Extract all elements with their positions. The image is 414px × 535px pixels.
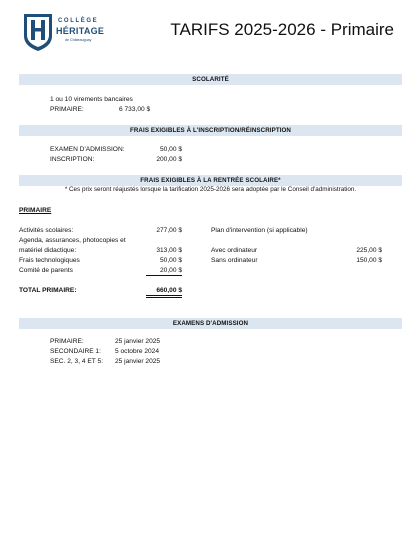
item-value-activites: 277,00 $: [156, 227, 182, 234]
exam-date-sec2to5: 25 janvier 2025: [115, 358, 161, 365]
section-header-scolarite: SCOLARITÉ: [19, 74, 402, 85]
plan-value-sans: 150,00 $: [356, 257, 382, 264]
plan-value-avec: 225,00 $: [356, 247, 382, 254]
price-adjustment-note: * Ces prix seront réajustés lorsque la tarification 2025-2026 sera adoptée par le Conseil d'administration.: [64, 186, 357, 193]
exam-label-primaire: PRIMAIRE:: [50, 338, 84, 345]
total-value: 660,00 $: [156, 287, 182, 294]
scolarite-primaire-label: PRIMAIRE:: [50, 106, 84, 113]
total-underline-1: [146, 295, 182, 296]
exam-date-primaire: 25 janvier 2025: [115, 338, 161, 345]
page-title: TARIFS 2025-2026 - Primaire: [170, 20, 394, 39]
fee-value-inscription: 200,00 $: [156, 156, 182, 163]
scolarite-payment-text: 1 ou 10 virements bancaires: [50, 96, 133, 103]
exam-label-secondaire1: SECONDAIRE 1:: [50, 348, 101, 355]
plan-label-sans: Sans ordinateur: [211, 257, 258, 264]
exam-label-sec2to5: SEC. 2, 3, 4 ET 5:: [50, 358, 104, 365]
section-header-rentree: FRAIS EXIGIBLES À LA RENTRÉE SCOLAIRE*: [19, 175, 402, 186]
logo-text-heritage: HÉRITAGE: [56, 26, 105, 36]
total-underline-2: [146, 297, 182, 298]
item-value-comite: 20,00 $: [160, 267, 182, 274]
scolarite-primaire-value: 6 733,00 $: [119, 106, 151, 113]
plan-intervention-label: Plan d'intervention (si applicable): [211, 227, 308, 234]
item-label-comite: Comité de parents: [19, 267, 73, 274]
item-label-activites: Activités scolaires:: [19, 227, 74, 234]
total-label: TOTAL PRIMAIRE:: [19, 287, 77, 294]
college-logo: [22, 12, 110, 52]
item-value-materiel: 313,00 $: [156, 247, 182, 254]
primaire-section-title: PRIMAIRE: [19, 207, 52, 214]
fee-value-admission: 50,00 $: [160, 146, 182, 153]
subtotal-line: [146, 275, 182, 276]
plan-label-avec: Avec ordinateur: [211, 247, 258, 254]
section-header-inscription: FRAIS EXIGIBLES À L'INSCRIPTION/RÉINSCRIPTION: [19, 125, 402, 136]
fee-label-inscription: INSCRIPTION:: [50, 156, 95, 163]
logo-text-college: COLLÈGE: [58, 18, 99, 24]
logo-text-city: de Châteauguay: [65, 38, 92, 42]
exam-date-secondaire1: 5 octobre 2024: [115, 348, 159, 355]
item-label-agenda: Agenda, assurances, photocopies et: [19, 237, 126, 244]
fee-label-admission: EXAMEN D'ADMISSION:: [50, 146, 125, 153]
section-header-examens: EXAMENS D'ADMISSION: [19, 318, 402, 329]
item-value-technologiques: 50,00 $: [160, 257, 182, 264]
item-label-technologiques: Frais technologiques: [19, 257, 80, 264]
item-label-materiel: matériel didactique:: [19, 247, 77, 254]
